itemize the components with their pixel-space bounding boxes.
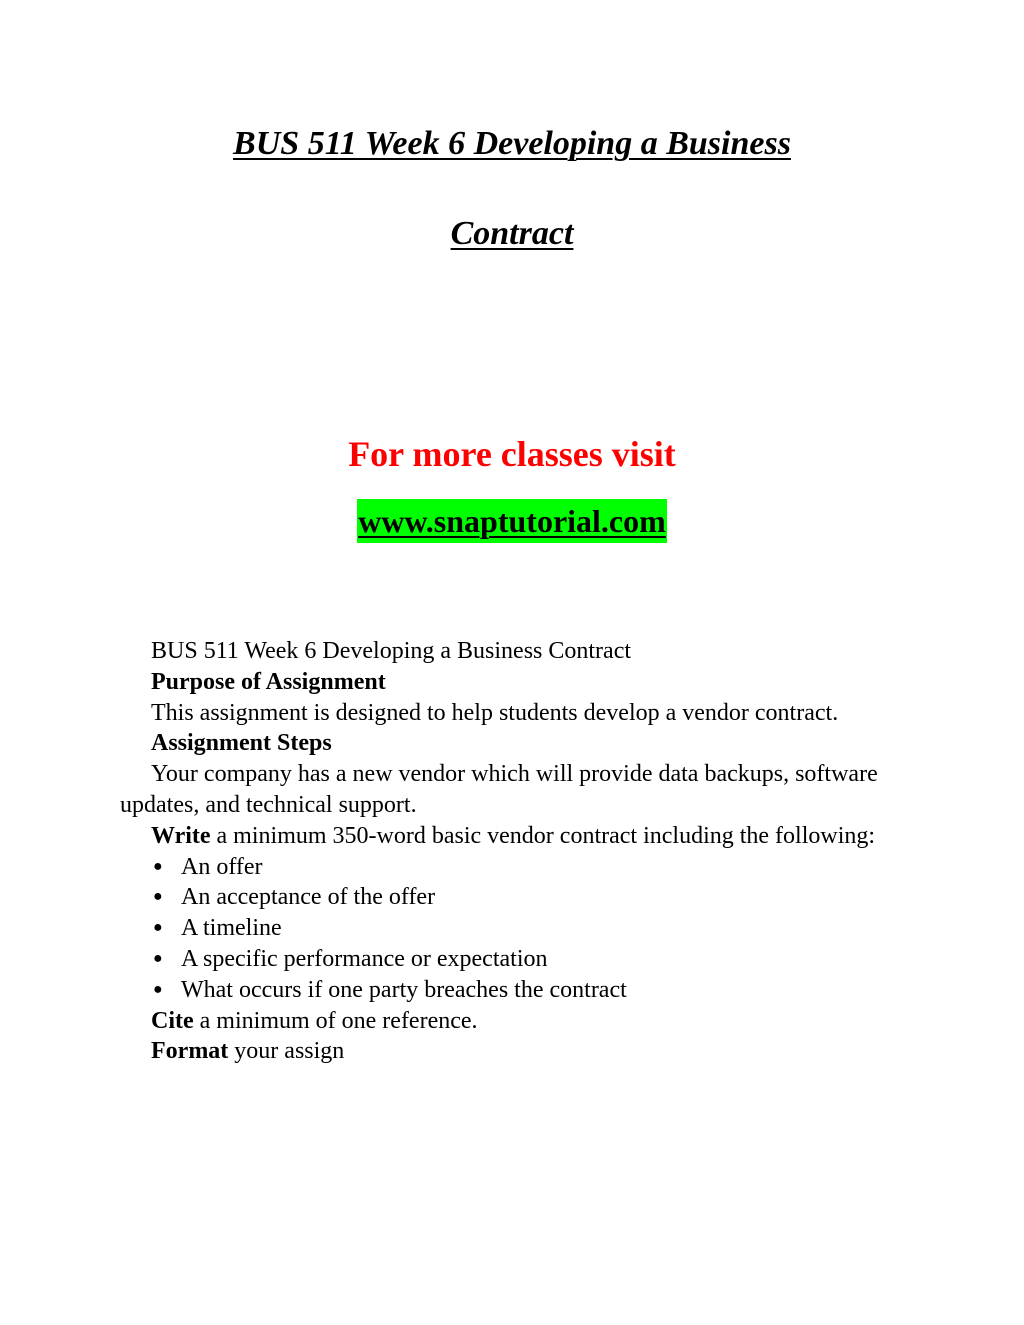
bullet-icon: ●: [153, 888, 163, 906]
write-paragraph: [120, 821, 880, 852]
steps-paragraph: Your company has a new vendor which will provide data backups, software updates, and technical support.: [120, 761, 878, 818]
bullet-icon: ●: [153, 949, 163, 967]
list-item-text: What occurs if one party breaches the contract: [181, 976, 627, 1003]
list-item: [120, 975, 880, 1006]
intro-line: BUS 511 Week 6 Developing a Business Contract: [151, 638, 632, 664]
list-item-text: A timeline: [181, 915, 282, 942]
list-item: [120, 944, 880, 975]
purpose-heading-text: Purpose of Assignment: [151, 668, 386, 695]
list-item-text: An acceptance of the offer: [181, 884, 436, 911]
format-keyword: Format: [151, 1038, 229, 1065]
steps-heading-text: Assignment Steps: [151, 730, 332, 757]
purpose-paragraph: This assignment is designed to help students develop a vendor contract.: [151, 699, 839, 726]
list-item: [120, 882, 880, 913]
page-title-line-1: [0, 124, 1024, 164]
title-line-1-text: BUS 511 Week 6 Developing a Business: [233, 125, 791, 162]
list-item: [120, 852, 880, 883]
requirements-list: [120, 852, 880, 1006]
promo-link-container: [0, 499, 1024, 543]
cite-paragraph: [120, 1006, 880, 1037]
page-title-line-2: [0, 214, 1024, 254]
write-text: a minimum 350-word basic vendor contract including the following:: [210, 822, 876, 849]
snaptutorial-link[interactable]: www.snaptutorial.com: [357, 499, 667, 543]
purpose-heading: [120, 667, 880, 698]
cite-text: a minimum of one reference.: [193, 1007, 478, 1034]
steps-heading: [120, 728, 880, 759]
write-keyword: Write: [151, 822, 211, 849]
document-body: [120, 636, 880, 1067]
bullet-icon: ●: [153, 980, 163, 998]
title-line-2-text: Contract: [450, 215, 574, 252]
list-item: [120, 913, 880, 944]
promo-text: For more classes visit: [348, 434, 676, 474]
list-item-text: A specific performance or expectation: [181, 945, 548, 972]
bullet-icon: ●: [153, 919, 163, 937]
bullet-icon: ●: [153, 857, 163, 875]
list-item-text: An offer: [181, 853, 263, 880]
format-paragraph: [120, 1036, 880, 1067]
format-text: your assign: [228, 1038, 345, 1065]
cite-keyword: Cite: [151, 1007, 194, 1034]
